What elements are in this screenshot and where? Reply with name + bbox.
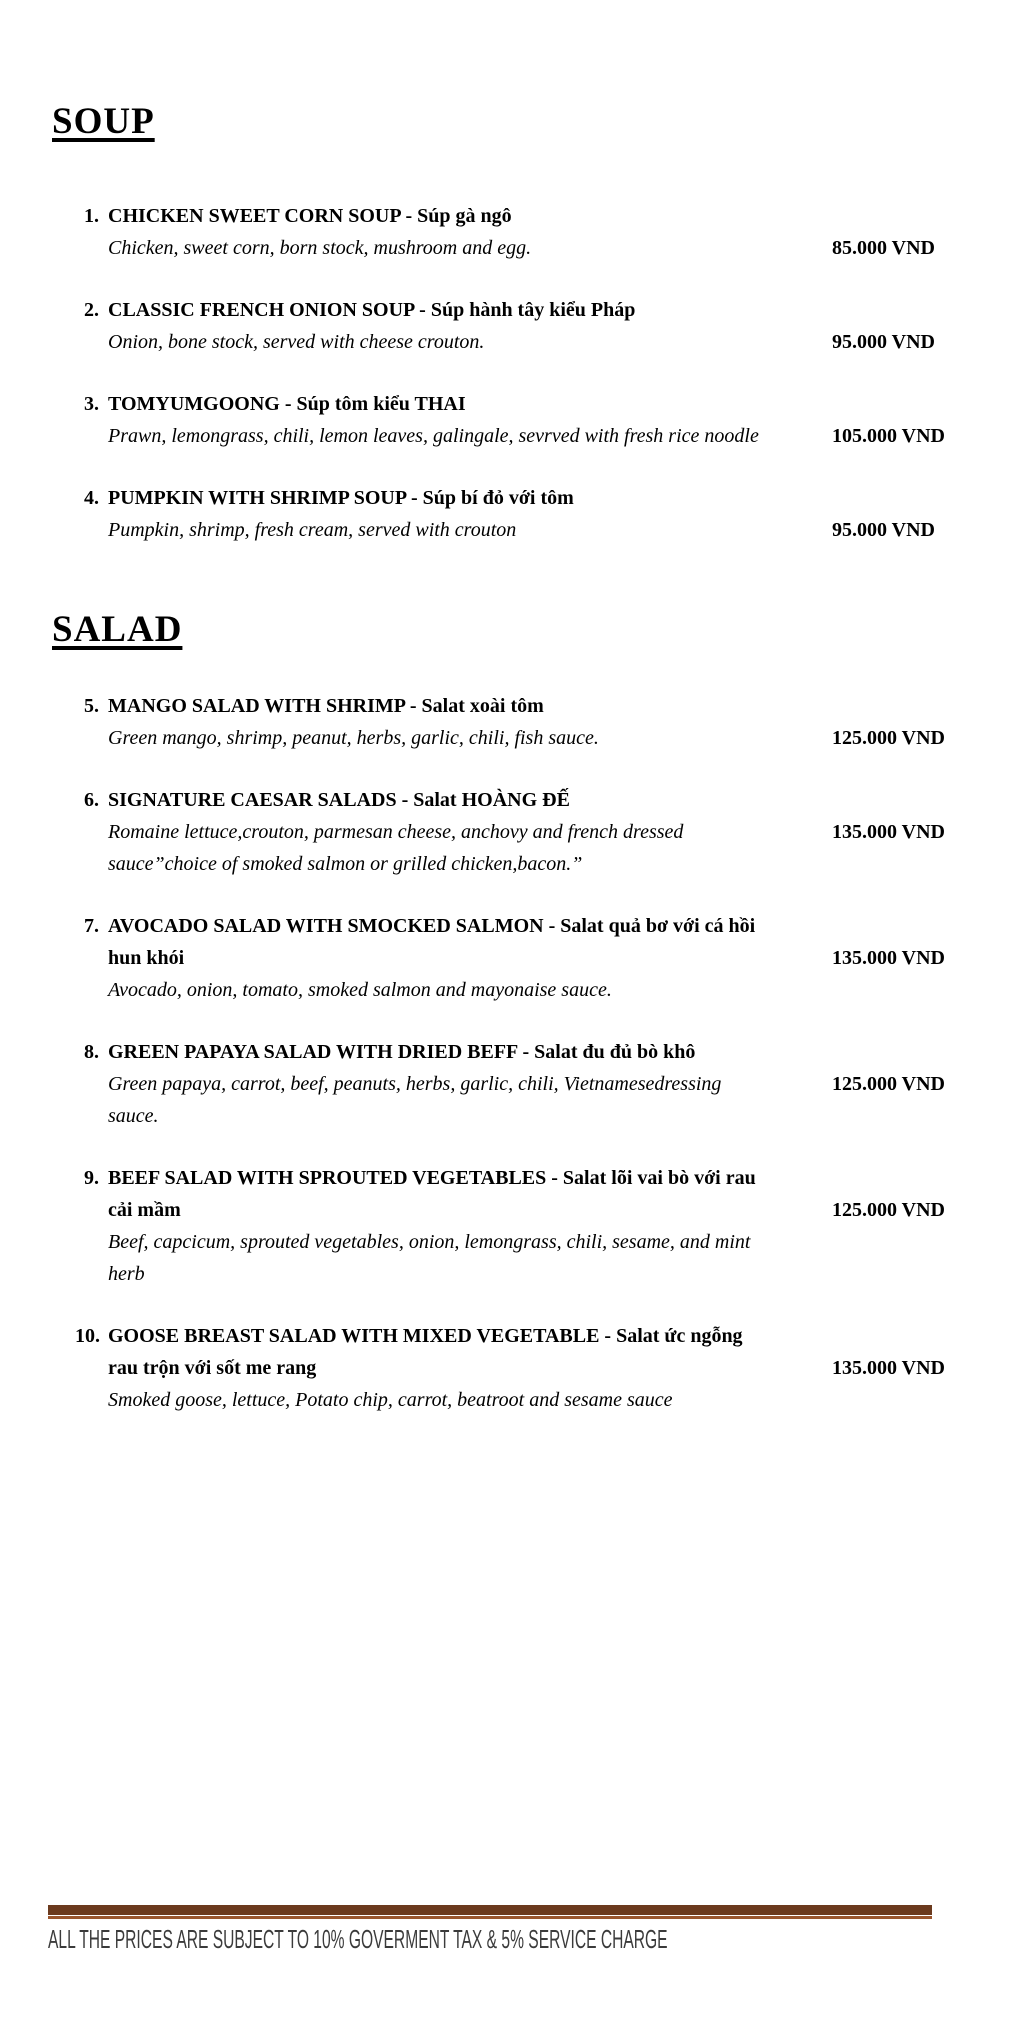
section-title: SOUP: [52, 101, 155, 142]
menu-item: [75, 294, 1028, 358]
item-name: [108, 1320, 808, 1384]
item-price: 105.000 VND: [832, 425, 945, 447]
menu-section: [0, 610, 1028, 1416]
item-description-line: sauce”choice of smoked salmon or grilled chicken,bacon.”: [108, 853, 583, 875]
footer-rule-thick: [48, 1905, 932, 1915]
item-price: 135.000 VND: [832, 947, 945, 969]
item-name-line: hun khói: [108, 947, 185, 969]
item-name-line: SIGNATURE CAESAR SALADS - Salat HOÀNG ĐẾ: [108, 789, 570, 811]
item-body: [108, 690, 808, 754]
item-number: 1.: [84, 205, 99, 227]
menu-item: [75, 690, 1028, 754]
item-name: [108, 784, 808, 816]
footer-rule-thin: [48, 1916, 932, 1919]
item-number: 4.: [84, 487, 99, 509]
item-body: [108, 784, 808, 880]
menu-item: [75, 1036, 1028, 1132]
item-description-line: sauce.: [108, 1105, 159, 1127]
item-body: [108, 294, 808, 358]
item-price: 125.000 VND: [832, 1199, 945, 1221]
page-footer: [48, 1905, 932, 1953]
item-name: [108, 910, 808, 974]
item-number: 8.: [84, 1041, 99, 1063]
item-price: 135.000 VND: [832, 1357, 945, 1379]
item-name-line: PUMPKIN WITH SHRIMP SOUP - Súp bí đỏ với tôm: [108, 487, 574, 509]
item-body: [108, 482, 808, 546]
item-description-line: Smoked goose, lettuce, Potato chip, carrot, beatroot and sesame sauce: [108, 1389, 673, 1411]
item-number: 3.: [84, 393, 99, 415]
item-description: [108, 326, 808, 358]
item-name: [108, 1162, 808, 1226]
item-price: 95.000 VND: [832, 519, 935, 541]
menu-item: [75, 200, 1028, 264]
item-description-line: Chicken, sweet corn, born stock, mushroom and egg.: [108, 237, 532, 259]
item-description: [108, 816, 808, 880]
footer-note: ALL THE PRICES ARE SUBJECT TO 10% GOVERMENT TAX & 5% SERVICE CHARGE: [48, 1924, 668, 1954]
menu-item: [75, 1162, 1028, 1290]
menu-item: [75, 1320, 1028, 1416]
item-number: 10.: [75, 1325, 100, 1347]
item-body: [108, 910, 808, 1006]
item-description-line: Romaine lettuce,crouton, parmesan cheese, anchovy and french dressed: [108, 821, 684, 843]
item-name-line: GOOSE BREAST SALAD WITH MIXED VEGETABLE - Salat ức ngỗng: [108, 1325, 743, 1347]
item-description: [108, 1384, 808, 1416]
item-name: [108, 482, 808, 514]
item-description-line: Green papaya, carrot, beef, peanuts, herbs, garlic, chili, Vietnamesedressing: [108, 1073, 722, 1095]
menu-section: [0, 102, 1028, 546]
item-description: [108, 974, 808, 1006]
menu-item: [75, 388, 1028, 452]
item-name: [108, 200, 808, 232]
menu-sections: [0, 102, 1028, 1416]
item-body: [108, 1162, 808, 1290]
item-description-line: Prawn, lemongrass, chili, lemon leaves, galingale, sevrved with fresh rice noodle: [108, 425, 759, 447]
item-name-line: AVOCADO SALAD WITH SMOCKED SALMON - Salat quả bơ với cá hồi: [108, 915, 756, 937]
section-items: [0, 200, 1028, 546]
item-description-line: Beef, capcicum, sprouted vegetables, onion, lemongrass, chili, sesame, and mint: [108, 1231, 751, 1253]
item-description-line: Pumpkin, shrimp, fresh cream, served with crouton: [108, 519, 517, 541]
item-name-line: CLASSIC FRENCH ONION SOUP - Súp hành tây kiểu Pháp: [108, 299, 636, 321]
item-name-line: CHICKEN SWEET CORN SOUP - Súp gà ngô: [108, 205, 512, 227]
item-name-line: GREEN PAPAYA SALAD WITH DRIED BEFF - Salat đu đủ bò khô: [108, 1041, 696, 1063]
item-description: [108, 722, 808, 754]
item-name-line: MANGO SALAD WITH SHRIMP - Salat xoài tôm: [108, 695, 544, 717]
item-number: 5.: [84, 695, 99, 717]
item-price: 85.000 VND: [832, 237, 935, 259]
menu-item: [75, 910, 1028, 1006]
item-body: [108, 1036, 808, 1132]
section-title: SALAD: [52, 609, 183, 650]
item-number: 2.: [84, 299, 99, 321]
item-body: [108, 200, 808, 264]
item-price: 125.000 VND: [832, 1073, 945, 1095]
section-items: [0, 690, 1028, 1416]
item-number: 6.: [84, 789, 99, 811]
item-price: 125.000 VND: [832, 727, 945, 749]
item-description: [108, 514, 808, 546]
item-name-line: TOMYUMGOONG - Súp tôm kiểu THAI: [108, 393, 466, 415]
item-description: [108, 1068, 808, 1132]
item-name: [108, 294, 808, 326]
item-description-line: Avocado, onion, tomato, smoked salmon and mayonaise sauce.: [108, 979, 612, 1001]
item-name-line: cải mầm: [108, 1199, 181, 1221]
item-description-line: Green mango, shrimp, peanut, herbs, garlic, chili, fish sauce.: [108, 727, 599, 749]
item-price: 95.000 VND: [832, 331, 935, 353]
item-description-line: herb: [108, 1263, 145, 1285]
menu-item: [75, 482, 1028, 546]
item-name: [108, 690, 808, 722]
item-description: [108, 232, 808, 264]
item-description-line: Onion, bone stock, served with cheese crouton.: [108, 331, 485, 353]
item-body: [108, 388, 808, 452]
item-price: 135.000 VND: [832, 821, 945, 843]
item-name-line: rau trộn với sốt me rang: [108, 1357, 317, 1379]
item-description: [108, 420, 808, 452]
item-body: [108, 1320, 808, 1416]
item-name: [108, 1036, 808, 1068]
item-description: [108, 1226, 808, 1290]
menu-item: [75, 784, 1028, 880]
item-number: 7.: [84, 915, 99, 937]
item-name-line: BEEF SALAD WITH SPROUTED VEGETABLES - Salat lõi vai bò với rau: [108, 1167, 756, 1189]
item-name: [108, 388, 808, 420]
item-number: 9.: [84, 1167, 99, 1189]
